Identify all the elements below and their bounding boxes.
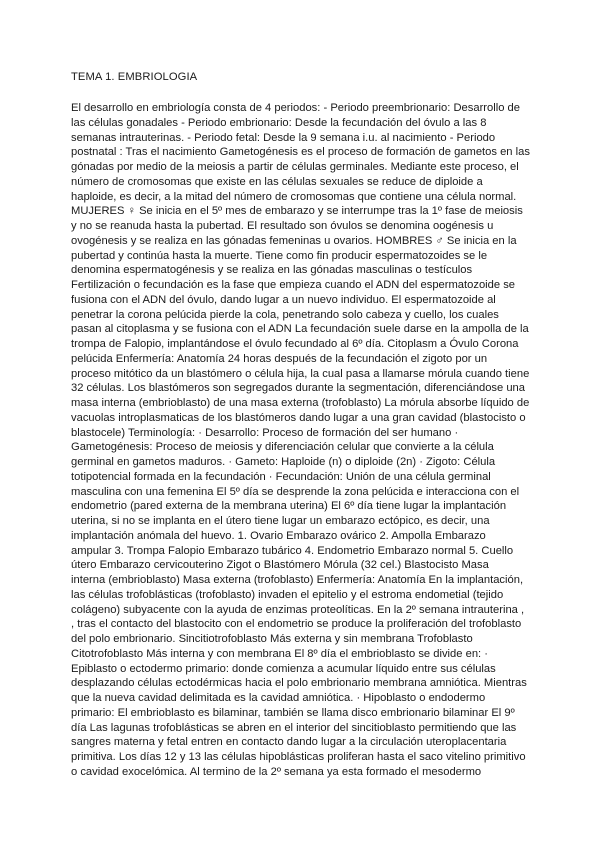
body-line: trompa de Falopio, implantándose el óvulo fecundado al 6º día. Citoplasm a Óvulo Corona: [71, 338, 519, 350]
body-line: , tras el contacto del blastocito con el endometrio se produce la proliferación del trofoblasto: [71, 618, 522, 631]
body-line: denomina espermatogénesis y se realiza en las gónadas masculinas o testículos: [71, 264, 473, 277]
body-line: endometrio (pared externa de la membrana uterina) El 6º día tiene lugar la implantación: [71, 500, 507, 513]
body-line: totipotencial formada en la fecundación · Fecundación: Unión de una célula germinal: [71, 470, 491, 483]
body-line: implantación anómala del huevo. 1. Ovario Embarazo ovárico 2. Ampolla Embarazo: [71, 529, 486, 542]
body-line: 32 células. Los blastómeros son segregados durante la segmentación, diferenciándose una: [71, 382, 526, 395]
body-line: pelúcida Enfermería: Anatomía 24 horas después de la fecundación el zigoto por un: [71, 352, 488, 365]
body-line: útero Embarazo cervicouterino Zigot o Blastómero Mórula (32 cel.) Blastocisto Masa: [71, 559, 489, 572]
document-body: [71, 101, 541, 780]
body-line: masculina con una femenina El 5º día se desprende la zona pelúcida e interacciona con el: [71, 485, 520, 498]
body-line: del polo embrionario. Sincitiotrofoblasto Más externa y sin membrana Trofoblasto: [71, 633, 473, 645]
body-line: y no se reanuda hasta la pubertad. El resultado son óvulos se denomina oogénesis u: [71, 220, 494, 232]
body-line: día Las lagunas trofoblásticas se abren en el interior del sincitioblasto permitiendo que las: [71, 721, 517, 734]
body-line: colágeno) subyacente con la ayuda de enzimas proteolíticas. En la 2º semana intrauterina ,: [71, 603, 525, 616]
body-line: ampular 3. Trompa Falopio Embarazo tubárico 4. Endometrio Embarazo normal 5. Cuello: [71, 544, 514, 557]
body-line: El desarrollo en embriología consta de 4 periodos: - Periodo preembrionario: Desarrollo de: [71, 102, 520, 114]
body-line: penetrar la corona pelúcida pierde la cola, penetrando solo cabeza y cuello, los cuales: [71, 308, 499, 321]
body-line: las células gonadales - Periodo embrionario: Desde la fecundación del óvulo a las 8: [71, 116, 487, 129]
body-line: Gametogénesis: Proceso de meiosis y diferenciación celular que convierte a la célula: [71, 441, 494, 454]
body-line: sangres materna y fetal entren en contacto dando lugar a la circulación uteroplacentaria: [71, 736, 507, 749]
body-line: interna (embrioblasto) Masa externa (trofoblasto) Enfermería: Anatomía En la implantación,: [71, 574, 524, 586]
body-line: desplazando células ectodérmicas hacia el polo embrionario membrana amniótica. Mientras: [71, 677, 527, 690]
body-line: o cavidad exocelómica. Al termino de la 2º semana ya esta formado el mesodermo: [71, 765, 482, 778]
body-line: primitiva. Los días 12 y 13 las células hipoblásticas proliferan hasta el saco vitelino primitivo: [71, 751, 526, 763]
body-line: proceso mitótico da un blastómero o célula hija, la cual pasa a llamarse mórula cuando tiene: [71, 367, 530, 380]
body-line: pubertad y continúa hasta la muerte. Tiene como fin producir espermatozoides se le: [71, 249, 488, 262]
body-line: haploide, es decir, a la mitad del número de cromosomas que contiene una célula normal.: [71, 190, 517, 203]
document-title: TEMA 1. EMBRIOLOGIA: [71, 71, 198, 83]
body-line: vacuolas introplasmaticas de los blastómeros dando lugar a una gran cavidad (blastocisto o: [71, 411, 526, 424]
body-line: uterina, si no se implanta en el útero tiene lugar un embarazo ectópico, es decir, una: [71, 515, 490, 527]
body-line: semanas intrauterinas. - Periodo fetal: Desde la 9 semana i.u. al nacimiento - Periodo: [71, 131, 496, 144]
body-line: MUJERES ♀ Se inicia en el 5º mes de embarazo y se interrumpe tras la 1º fase de meiosis: [71, 205, 523, 218]
body-line: postnatal : Tras el nacimiento Gametogénesis es el proceso de formación de gametos en las: [71, 146, 530, 159]
body-line: gónadas por medio de la meiosis a partir de células germinales. Mediante este proceso, el: [71, 161, 519, 173]
body-line: las células trofoblásticas (trofoblasto) invaden el epitelio y el estroma endometial (tejido: [71, 588, 504, 601]
body-line: pasan al citoplasma y se fusiona con el ADN La fecundación suele darse en la ampolla de la: [71, 323, 529, 336]
body-line: Citotrofoblasto Más interna y con membrana El 8º día el embrioblasto se divide en: ·: [71, 647, 488, 660]
body-line: blastocele) Terminología: · Desarrollo: Proceso de formación del ser humano ·: [71, 426, 459, 439]
body-line: ovogénesis y se realiza en las gónadas femeninas u ovarios. HOMBRES ♂ Se inicia en la: [71, 234, 517, 247]
body-line: primario: El embrioblasto es bilaminar, también se llama disco embrionario bilaminar El 9º: [71, 706, 515, 719]
body-line: germinal en gametos maduros. · Gameto: Haploide (n) o diploide (2n) · Zigoto: Célula: [71, 456, 496, 468]
body-line: número de cromosomas que existe en las células sexuales se reduce de diploide a: [71, 175, 483, 188]
body-line: Epiblasto o ectodermo primario: donde comienza a acumular líquido entre sus células: [71, 662, 496, 675]
body-line: fusiona con el ADN del óvulo, dando lugar a un nuevo individuo. El espermatozoide al: [71, 293, 496, 306]
body-line: que la nueva cavidad delimitada es la cavidad amniótica. · Hipoblasto o endodermo: [71, 692, 486, 704]
body-line: Fertilización o fecundación es la fase que empieza cuando el ADN del espermatozoide se: [71, 279, 516, 291]
body-line: masa interna (embrioblasto) de una masa externa (trofoblasto) La mórula absorbe líquido de: [71, 397, 530, 409]
